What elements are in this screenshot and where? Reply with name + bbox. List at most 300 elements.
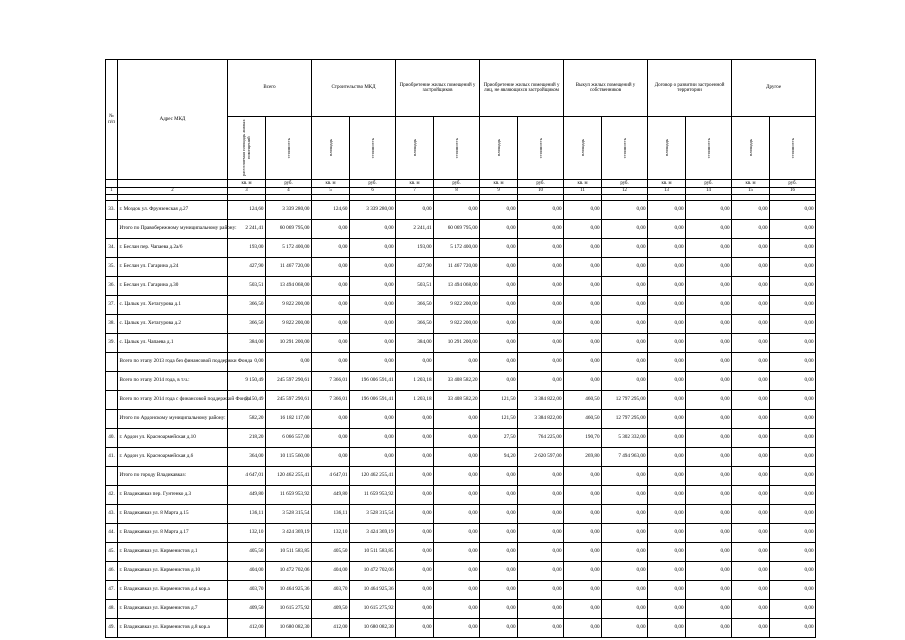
row-address: г. Беслан пер. Чапаева д.2а/6 [118,239,228,258]
column-number: 3 [228,188,266,195]
row-number [106,410,118,429]
value-cell: 366,50 [228,296,266,315]
value-cell: 0,00 [564,486,602,505]
value-cell: 0,00 [518,353,564,372]
value-cell: 6 066 557,00 [266,429,312,448]
value-cell: 132,10 [228,524,266,543]
value-cell: 2 620 597,00 [518,448,564,467]
value-cell: 4 647,01 [312,467,350,486]
value-cell: 0,00 [564,277,602,296]
table-row [106,334,816,353]
header-subcolumn [312,117,350,180]
unit-label: руб. [350,180,396,188]
value-cell: 27,50 [480,429,518,448]
value-cell: 0,00 [732,467,770,486]
value-cell: 0,00 [732,277,770,296]
value-cell: 412,00 [312,619,350,638]
unit-label: кв. м [648,180,686,188]
value-cell: 0,00 [312,334,350,353]
table-row [106,277,816,296]
value-cell: 0,00 [648,505,686,524]
value-cell: 0,00 [396,429,434,448]
unit-label: кв. м [228,180,266,188]
header-subcolumn [480,117,518,180]
value-cell: 0,00 [686,543,732,562]
unit-label: кв. м [480,180,518,188]
value-cell: 33 408 582,20 [434,372,480,391]
value-cell: 0,00 [480,505,518,524]
value-cell: 0,00 [648,524,686,543]
header-subcolumn [732,117,770,180]
row-number: 37. [106,296,118,315]
value-cell: 0,00 [396,543,434,562]
value-cell: 0,00 [648,296,686,315]
header-subcolumn [648,117,686,180]
value-cell: 0,00 [602,201,648,220]
value-cell: 193,00 [228,239,266,258]
value-cell: 0,00 [480,562,518,581]
value-cell: 0,00 [732,201,770,220]
value-cell: 5 172 400,00 [266,239,312,258]
value-cell: 0,00 [480,619,518,638]
value-cell: 0,00 [686,201,732,220]
value-cell: 0,00 [648,315,686,334]
row-address: г. Моздок ул. Фрунзенская д.27 [118,201,228,220]
value-cell: 0,00 [350,296,396,315]
value-cell: 10 472 702,06 [350,562,396,581]
value-cell: 0,00 [770,467,816,486]
column-number: 4 [266,188,312,195]
value-cell: 0,00 [686,372,732,391]
unit-label: кв. м [732,180,770,188]
unit-label: руб. [518,180,564,188]
value-cell: 9 822 200,00 [266,315,312,334]
value-cell: 0,00 [648,600,686,619]
header-subcolumn [396,117,434,180]
value-cell: 0,00 [434,429,480,448]
value-cell: 503,51 [228,277,266,296]
table-body [106,195,816,638]
value-cell: 60 069 795,00 [266,220,312,239]
row-number: 35. [106,258,118,277]
value-cell: 0,00 [396,486,434,505]
subtotal-label: Итого по Правобережному муниципальному району: [118,220,228,239]
header-subcolumn [602,117,648,180]
value-cell: 449,80 [228,486,266,505]
subtotal-row [106,353,816,372]
unit-label: кв. м [312,180,350,188]
value-cell: 0,00 [480,524,518,543]
value-cell: 0,00 [564,581,602,600]
value-cell: 10 291 200,00 [434,334,480,353]
value-cell: 0,00 [648,543,686,562]
value-cell: 366,50 [228,315,266,334]
value-cell: 0,00 [770,258,816,277]
header-group-buyout-owners: Выкуп жилых помещений у собственников [564,60,648,117]
table-row [106,296,816,315]
header-subcolumn-label: стоимость [285,137,291,159]
header-subcolumn [518,117,564,180]
value-cell: 0,00 [770,448,816,467]
header-subcolumn-label: стоимость [454,137,459,159]
value-cell: 60 069 795,00 [434,220,480,239]
value-cell: 0,00 [396,524,434,543]
value-cell: 427,90 [228,258,266,277]
value-cell: 0,00 [732,239,770,258]
row-address: г. Беслан ул. Гагарина д.30 [118,277,228,296]
value-cell: 0,00 [602,220,648,239]
value-cell: 0,00 [602,543,648,562]
value-cell: 0,00 [518,334,564,353]
value-cell: 0,00 [648,258,686,277]
value-cell: 0,00 [396,201,434,220]
value-cell: 403,70 [228,581,266,600]
row-address: г. Владикавказ ул. Кирменистов д.10 [118,562,228,581]
value-cell: 0,00 [480,315,518,334]
value-cell: 245 597 290,61 [266,391,312,410]
value-cell: 0,00 [312,448,350,467]
value-cell: 9 822 200,00 [434,296,480,315]
header-group-purchase-developers: Приобретение жилых помещений у застройщиков [396,60,480,117]
value-cell: 0,00 [396,562,434,581]
value-cell: 3 528 315,54 [266,505,312,524]
value-cell: 0,00 [770,277,816,296]
value-cell: 0,00 [480,467,518,486]
value-cell: 10 680 082,30 [350,619,396,638]
value-cell: 0,00 [564,334,602,353]
value-cell: 0,00 [434,486,480,505]
value-cell: 3 339 280,00 [266,201,312,220]
row-address: г. Владикавказ ул. 8 Марта д.15 [118,505,228,524]
value-cell: 460,50 [564,410,602,429]
value-cell: 0,00 [396,619,434,638]
header-group-total: Всего [228,60,312,117]
column-number: 15 [732,188,770,195]
value-cell: 0,00 [312,220,350,239]
value-cell: 121,50 [480,391,518,410]
table-row [106,486,816,505]
value-cell: 1 203,18 [396,372,434,391]
value-cell: 0,00 [518,315,564,334]
column-number: 5 [312,188,350,195]
subtotal-label: Всего по этапу 2013 года без финансовой поддержки Фонда [118,353,228,372]
column-number: 13 [648,188,686,195]
value-cell: 0,00 [770,220,816,239]
row-number: 38. [106,315,118,334]
value-cell: 0,00 [564,505,602,524]
value-cell: 0,00 [434,467,480,486]
value-cell: 0,00 [518,524,564,543]
value-cell: 0,00 [564,258,602,277]
row-address: г. Беслан ул. Гагарина д.24 [118,258,228,277]
value-cell: 0,00 [350,448,396,467]
value-cell: 0,00 [686,239,732,258]
value-cell: 0,00 [732,410,770,429]
value-cell: 0,00 [312,353,350,372]
value-cell: 0,00 [770,372,816,391]
value-cell: 0,00 [686,353,732,372]
value-cell: 0,00 [648,562,686,581]
value-cell: 196 006 591,41 [350,372,396,391]
value-cell: 0,00 [564,372,602,391]
value-cell: 0,00 [518,505,564,524]
value-cell: 0,00 [564,220,602,239]
value-cell: 0,00 [648,581,686,600]
value-cell: 0,00 [602,258,648,277]
value-cell: 0,00 [434,600,480,619]
row-address: г. Владикавказ ул. Кирменистов д.8 кор.а [118,619,228,638]
value-cell: 10 511 583,85 [350,543,396,562]
subtotal-row [106,410,816,429]
value-cell: 0,00 [480,581,518,600]
value-cell: 0,00 [770,201,816,220]
header-group-territory-development: Договор о развитии застроенной территории [648,60,732,117]
value-cell: 0,00 [312,429,350,448]
subtotal-row [106,220,816,239]
value-cell: 460,50 [564,391,602,410]
value-cell: 10 115 560,00 [266,448,312,467]
value-cell: 0,00 [770,562,816,581]
value-cell: 582,20 [228,410,266,429]
value-cell: 7 366,01 [312,372,350,391]
value-cell: 245 597 290,61 [266,372,312,391]
value-cell: 0,00 [350,239,396,258]
value-cell: 0,00 [602,315,648,334]
row-number: 48. [106,600,118,619]
value-cell: 0,00 [518,258,564,277]
value-cell: 0,00 [312,277,350,296]
value-cell: 0,00 [434,353,480,372]
value-cell: 11 467 720,00 [434,258,480,277]
value-cell: 0,00 [518,486,564,505]
header-subcolumn-label: площадь [327,139,333,157]
column-number: 2 [118,188,228,195]
value-cell: 190,70 [564,429,602,448]
row-address: с. Цалык ул. Чапаева д.1 [118,334,228,353]
header-subcolumn-label: площадь [496,139,501,157]
value-cell: 0,00 [434,524,480,543]
value-cell: 0,00 [602,619,648,638]
row-number [106,372,118,391]
column-number: 10 [518,188,564,195]
value-cell: 0,00 [396,581,434,600]
unit-label: руб. [434,180,480,188]
table-row [106,315,816,334]
subtotal-label: Всего по этапу 2014 года с финансовой поддержкой Фонда [118,391,228,410]
value-cell: 384,00 [396,334,434,353]
unit-label: руб. [770,180,816,188]
row-number [106,353,118,372]
row-number: 34. [106,239,118,258]
value-cell: 5 172 400,00 [434,239,480,258]
value-cell: 136,11 [228,505,266,524]
value-cell: 0,00 [312,296,350,315]
row-address: с. Цалык ул. Хетагурова д.2 [118,315,228,334]
value-cell: 0,00 [564,600,602,619]
value-cell: 0,00 [648,239,686,258]
value-cell: 0,00 [648,486,686,505]
value-cell: 0,00 [686,600,732,619]
header-subcolumn-label: стоимость [622,137,628,159]
value-cell: 404,00 [228,562,266,581]
value-cell: 0,00 [266,353,312,372]
value-cell: 124,60 [312,201,350,220]
value-cell: 0,00 [770,391,816,410]
header-group-purchase-non-developers: Приобретение жилых помещений у лиц, не являющихся застройщиком [480,60,564,117]
value-cell: 0,00 [480,486,518,505]
value-cell: 218,20 [228,429,266,448]
value-cell: 0,00 [686,410,732,429]
value-cell: 0,00 [648,353,686,372]
value-cell: 0,00 [686,486,732,505]
value-cell: 0,00 [518,239,564,258]
value-cell: 0,00 [648,372,686,391]
value-cell: 0,00 [732,543,770,562]
value-cell: 193,00 [396,239,434,258]
value-cell: 0,00 [602,524,648,543]
value-cell: 0,00 [648,619,686,638]
value-cell: 0,00 [686,581,732,600]
row-number [106,391,118,410]
value-cell: 503,51 [396,277,434,296]
value-cell: 0,00 [518,543,564,562]
value-cell: 0,00 [518,201,564,220]
value-cell: 0,00 [602,277,648,296]
table-row [106,524,816,543]
value-cell: 10 511 583,85 [266,543,312,562]
value-cell: 11 659 953,92 [350,486,396,505]
value-cell: 0,00 [434,448,480,467]
table-row [106,448,816,467]
header-groups-row [106,60,816,117]
value-cell: 16 182 117,00 [266,410,312,429]
value-cell: 0,00 [602,486,648,505]
value-cell: 0,00 [732,315,770,334]
value-cell: 0,00 [770,410,816,429]
value-cell: 0,00 [312,410,350,429]
value-cell: 3 339 280,00 [350,201,396,220]
value-cell: 0,00 [686,391,732,410]
header-address: Адрес МКД [118,60,228,180]
row-number: 43. [106,505,118,524]
value-cell: 0,00 [686,277,732,296]
value-cell: 0,00 [732,562,770,581]
value-cell: 0,00 [648,220,686,239]
row-address: с. Цалык ул. Хетагурова д.1 [118,296,228,315]
value-cell: 0,00 [732,334,770,353]
row-number: 41. [106,448,118,467]
unit-label: руб. [266,180,312,188]
value-cell: 0,00 [732,429,770,448]
units-cell-empty [106,180,118,188]
table-row [106,543,816,562]
value-cell: 403,70 [312,581,350,600]
value-cell: 0,00 [686,334,732,353]
header-subcolumn-label: стоимость [790,137,796,159]
value-cell: 0,00 [770,524,816,543]
value-cell: 0,00 [350,410,396,429]
value-cell: 0,00 [480,220,518,239]
row-number [106,467,118,486]
value-cell: 0,00 [564,239,602,258]
value-cell: 3 384 822,00 [518,410,564,429]
table-row [106,201,816,220]
value-cell: 12 797 295,00 [602,391,648,410]
value-cell: 0,00 [648,429,686,448]
column-number: 6 [350,188,396,195]
value-cell: 0,00 [518,619,564,638]
value-cell: 0,00 [770,353,816,372]
row-address: г. Ардон ул. Красноармейская д.10 [118,429,228,448]
value-cell: 0,00 [434,201,480,220]
value-cell: 0,00 [312,239,350,258]
value-cell: 0,00 [396,505,434,524]
value-cell: 0,00 [686,258,732,277]
unit-label: кв. м [564,180,602,188]
header-subcolumn-label: стоимость [538,137,544,159]
value-cell: 0,00 [396,410,434,429]
value-cell: 0,00 [770,581,816,600]
value-cell: 9 822 200,00 [434,315,480,334]
value-cell: 3 424 369,19 [350,524,396,543]
value-cell: 0,00 [648,410,686,429]
value-cell: 9 150,49 [228,391,266,410]
value-cell: 0,00 [732,505,770,524]
value-cell: 136,11 [312,505,350,524]
value-cell: 13 494 068,00 [266,277,312,296]
value-cell: 11 467 720,00 [266,258,312,277]
column-number: 12 [602,188,648,195]
value-cell: 0,00 [770,505,816,524]
header-subcolumn [434,117,480,180]
value-cell: 0,00 [312,258,350,277]
column-number: 7 [396,188,434,195]
value-cell: 10 680 082,30 [266,619,312,638]
subtotal-label: Итого по городу Владикавказ: [118,467,228,486]
value-cell: 9 150,49 [228,372,266,391]
value-cell: 0,00 [518,372,564,391]
value-cell: 0,00 [480,239,518,258]
value-cell: 1 203,18 [396,391,434,410]
table-row [106,239,816,258]
table-row [106,562,816,581]
value-cell: 0,00 [480,334,518,353]
value-cell: 0,00 [518,277,564,296]
value-cell: 13 494 068,00 [434,277,480,296]
value-cell: 405,50 [228,543,266,562]
value-cell: 384,00 [228,334,266,353]
row-address: г. Владикавказ ул. Кирменистов д.1 [118,543,228,562]
value-cell: 33 408 582,20 [434,391,480,410]
header-subcolumn-label: площадь [580,139,586,157]
value-cell: 0,00 [602,372,648,391]
value-cell: 0,00 [518,600,564,619]
value-cell: 412,00 [228,619,266,638]
value-cell: 10 464 925,36 [350,581,396,600]
unit-label: руб. [602,180,648,188]
value-cell: 0,00 [686,467,732,486]
value-cell: 0,00 [648,467,686,486]
value-cell: 0,00 [480,543,518,562]
value-cell: 366,50 [396,296,434,315]
value-cell: 0,00 [770,239,816,258]
value-cell: 427,90 [396,258,434,277]
value-cell: 0,00 [732,353,770,372]
column-number: 9 [480,188,518,195]
value-cell: 0,00 [602,296,648,315]
header-subcolumn [350,117,396,180]
table-row [106,581,816,600]
